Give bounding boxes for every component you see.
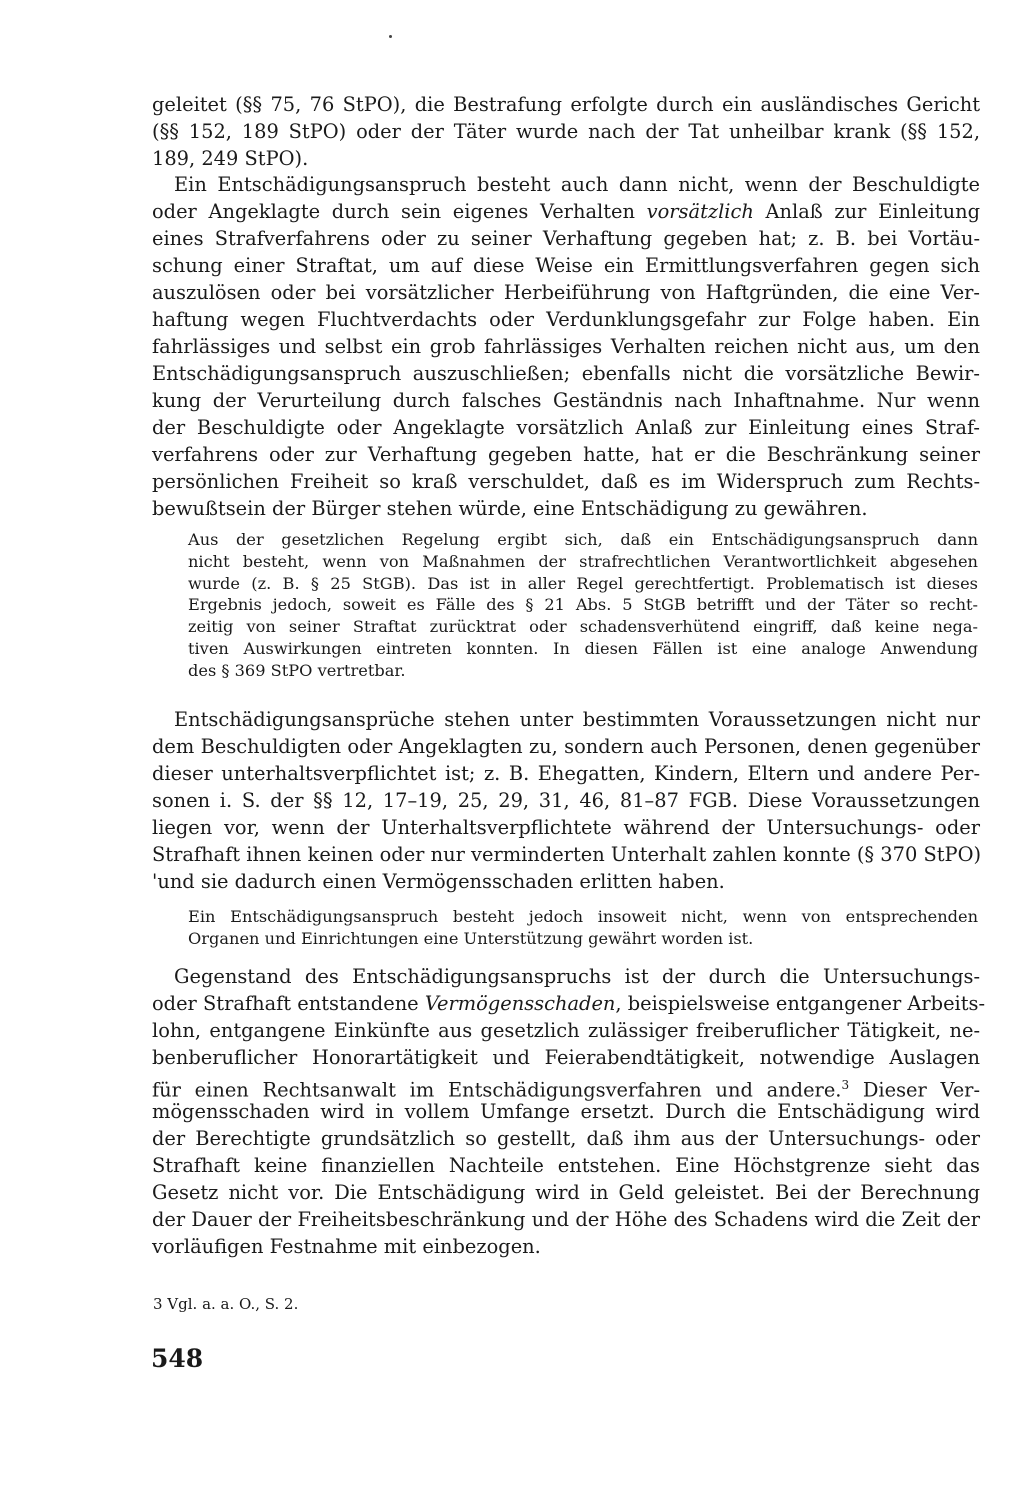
text-line <box>152 497 980 521</box>
text-segment: , beispielsweise entgangener Arbeits- <box>615 992 986 1015</box>
text-segment: geleitet (§§ 75, 76 StPO), die Bestrafung erfolgte durch ein ausländisches Gericht <box>152 93 980 116</box>
text-segment: dem Beschuldigten oder Angeklagten zu, sondern auch Personen, denen gegenüber <box>152 735 980 758</box>
text-line <box>152 843 980 867</box>
text-segment: wurde (z. B. § 25 StGB). Das ist in aller Regel gerechtfertigt. Problematisch ist dieses <box>188 573 978 593</box>
text-segment: Ein Entschädigungsanspruch besteht jedoch insoweit nicht, wenn von entsprechenden <box>188 907 978 926</box>
text-segment: auszulösen oder bei vorsätzlicher Herbeiführung von Haftgründen, die eine Ver- <box>152 281 980 304</box>
text-segment: des § 369 StPO vertretbar. <box>188 660 406 680</box>
text-line <box>152 870 980 894</box>
text-segment: Ein Entschädigungsanspruch besteht auch dann nicht, wenn der Beschuldigte <box>174 173 980 196</box>
text-segment: (§§ 152, 189 StPO) oder der Täter wurde nach der Tat unheilbar krank (§§ 152, <box>152 120 980 143</box>
scan-speck <box>389 35 392 38</box>
text-line <box>188 574 978 594</box>
text-segment: eines Strafverfahrens oder zu seiner Verhaftung gegeben hat; z. B. bei Vortäu- <box>152 227 980 250</box>
text-line <box>152 93 980 117</box>
text-line <box>188 929 978 949</box>
italic-text: Vermögensschaden <box>424 992 616 1015</box>
text-segment: bewußtsein der Bürger stehen würde, eine Entschädigung zu gewähren. <box>152 497 868 520</box>
text-line <box>152 816 980 840</box>
text-segment: oder Strafhaft entstandene <box>152 992 425 1015</box>
text-line <box>152 789 980 813</box>
text-line <box>152 1154 980 1178</box>
text-segment: Organen und Einrichtungen eine Unterstützung gewährt worden ist. <box>188 928 754 948</box>
text-segment: mögensschaden wird in vollem Umfange ersetzt. Durch die Entschädigung wird <box>152 1100 980 1123</box>
text-segment: Strafhaft ihnen keinen oder nur verminderten Unterhalt zahlen konnte (§ 370 StPO) <box>152 843 982 866</box>
italic-text: vorsätzlich <box>646 200 754 223</box>
text-line <box>152 1019 980 1043</box>
text-line <box>152 120 980 144</box>
text-segment: Dieser Ver- <box>849 1078 981 1102</box>
text-line <box>152 1046 980 1070</box>
text-segment: Anlaß zur Einleitung <box>753 200 980 223</box>
text-line <box>188 530 978 550</box>
page-number: 548 <box>151 1344 204 1373</box>
text-segment: lohn, entgangene Einkünfte aus gesetzlich zulässiger freiberuflicher Tätigkeit, ne- <box>152 1019 980 1042</box>
text-line <box>152 992 986 1016</box>
text-segment: der Beschuldigte oder Angeklagte vorsätzlich Anlaß zur Einleitung eines Straf- <box>152 416 980 439</box>
text-line <box>152 308 980 332</box>
text-segment: kung der Verurteilung durch falsches Geständnis nach Inhaftnahme. Nur wenn <box>152 389 980 412</box>
text-segment: der Berechtigte grundsätzlich so gestellt, daß ihm aus der Untersuchungs- oder <box>152 1127 980 1150</box>
text-segment: fahrlässiges und selbst ein grob fahrlässiges Verhalten reichen nicht aus, um den <box>152 335 980 358</box>
text-segment: Strafhaft keine finanziellen Nachteile entstehen. Eine Höchstgrenze sieht das <box>152 1154 980 1177</box>
text-line <box>174 965 980 989</box>
text-line <box>152 281 980 305</box>
text-line <box>188 595 978 615</box>
text-segment: 189, 249 StPO). <box>152 147 309 170</box>
text-line <box>174 708 980 732</box>
text-line <box>152 362 980 386</box>
text-segment: Gegenstand des Entschädigungsanspruchs ist der durch die Untersuchungs- <box>174 965 980 988</box>
text-line <box>152 147 980 171</box>
text-segment: persönlichen Freiheit so kraß verschuldet, daß es im Widerspruch zum Rechts- <box>152 470 980 493</box>
text-line <box>152 335 980 359</box>
text-line <box>152 470 980 494</box>
text-line <box>152 443 980 467</box>
text-segment: Entschädigungsanspruch auszuschließen; ebenfalls nicht die vorsätzliche Bewir- <box>152 362 980 385</box>
text-segment: vorläufigen Festnahme mit einbezogen. <box>152 1235 541 1258</box>
text-segment: Gesetz nicht vor. Die Entschädigung wird in Geld geleistet. Bei der Berechnung <box>152 1181 980 1204</box>
text-line <box>152 735 980 759</box>
text-segment: für einen Rechtsanwalt im Entschädigungsverfahren und andere. <box>152 1078 842 1102</box>
text-segment: der Dauer der Freiheitsbeschränkung und der Höhe des Schadens wird die Zeit der <box>152 1208 980 1231</box>
text-line <box>152 1235 980 1259</box>
text-segment: Aus der gesetzlichen Regelung ergibt sich, daß ein Entschädigungsanspruch dann <box>188 530 978 549</box>
text-line <box>188 661 978 681</box>
text-line <box>152 762 980 786</box>
text-segment: haftung wegen Fluchtverdachts oder Verdunklungsgefahr zur Folge haben. Ein <box>152 308 980 331</box>
text-line <box>188 639 978 659</box>
text-segment: sonen i. S. der §§ 12, 17–19, 25, 29, 31, 46, 81–87 FGB. Diese Voraussetzungen <box>152 789 980 812</box>
text-line <box>152 1181 980 1205</box>
text-line <box>152 227 980 251</box>
text-line <box>188 617 978 637</box>
text-segment: dieser unterhaltsverpflichtet ist; z. B. Ehegatten, Kindern, Eltern und andere Per- <box>152 762 980 785</box>
text-line <box>152 416 980 440</box>
text-segment: schung einer Straftat, um auf diese Weise ein Ermittlungsverfahren gegen sich <box>152 254 980 277</box>
text-line <box>152 1073 981 1102</box>
text-segment: oder Angeklagte durch sein eigenes Verhalten <box>152 200 647 223</box>
text-line <box>152 389 980 413</box>
text-line <box>174 173 980 197</box>
text-line <box>152 1100 980 1124</box>
footnote: 3 Vgl. a. a. O., S. 2. <box>153 1295 299 1313</box>
text-segment: verfahrens oder zur Verhaftung gegeben hatte, hat er die Beschränkung seiner <box>152 443 980 466</box>
text-segment: Entschädigungsansprüche stehen unter bestimmten Voraussetzungen nicht nur <box>174 708 980 731</box>
text-segment: zeitig von seiner Straftat zurücktrat oder schadensverhütend eingriff, daß keine nega- <box>188 617 978 637</box>
text-line <box>152 200 980 224</box>
text-line <box>152 254 980 278</box>
text-line <box>152 1208 980 1232</box>
text-segment: liegen vor, wenn der Unterhaltsverpflichtete während der Untersuchungs- oder <box>152 816 980 839</box>
text-segment: 'und sie dadurch einen Vermögensschaden erlitten haben. <box>152 870 725 893</box>
text-line <box>152 1127 980 1151</box>
text-segment: benberuflicher Honorartätigkeit und Feierabendtätigkeit, notwendige Auslagen <box>152 1046 980 1069</box>
text-segment: nicht besteht, wenn von Maßnahmen der strafrechtlichen Verantwortlichkeit abgesehen <box>188 551 978 571</box>
text-segment: tiven Auswirkungen eintreten konnten. In diesen Fällen ist eine analoge Anwendung <box>188 639 978 658</box>
footnote-marker: 3 <box>841 1078 850 1092</box>
text-segment: Ergebnis jedoch, soweit es Fälle des § 21 Abs. 5 StGB betrifft und der Täter so recht- <box>188 595 978 615</box>
text-line <box>188 907 978 927</box>
text-line <box>188 552 978 572</box>
